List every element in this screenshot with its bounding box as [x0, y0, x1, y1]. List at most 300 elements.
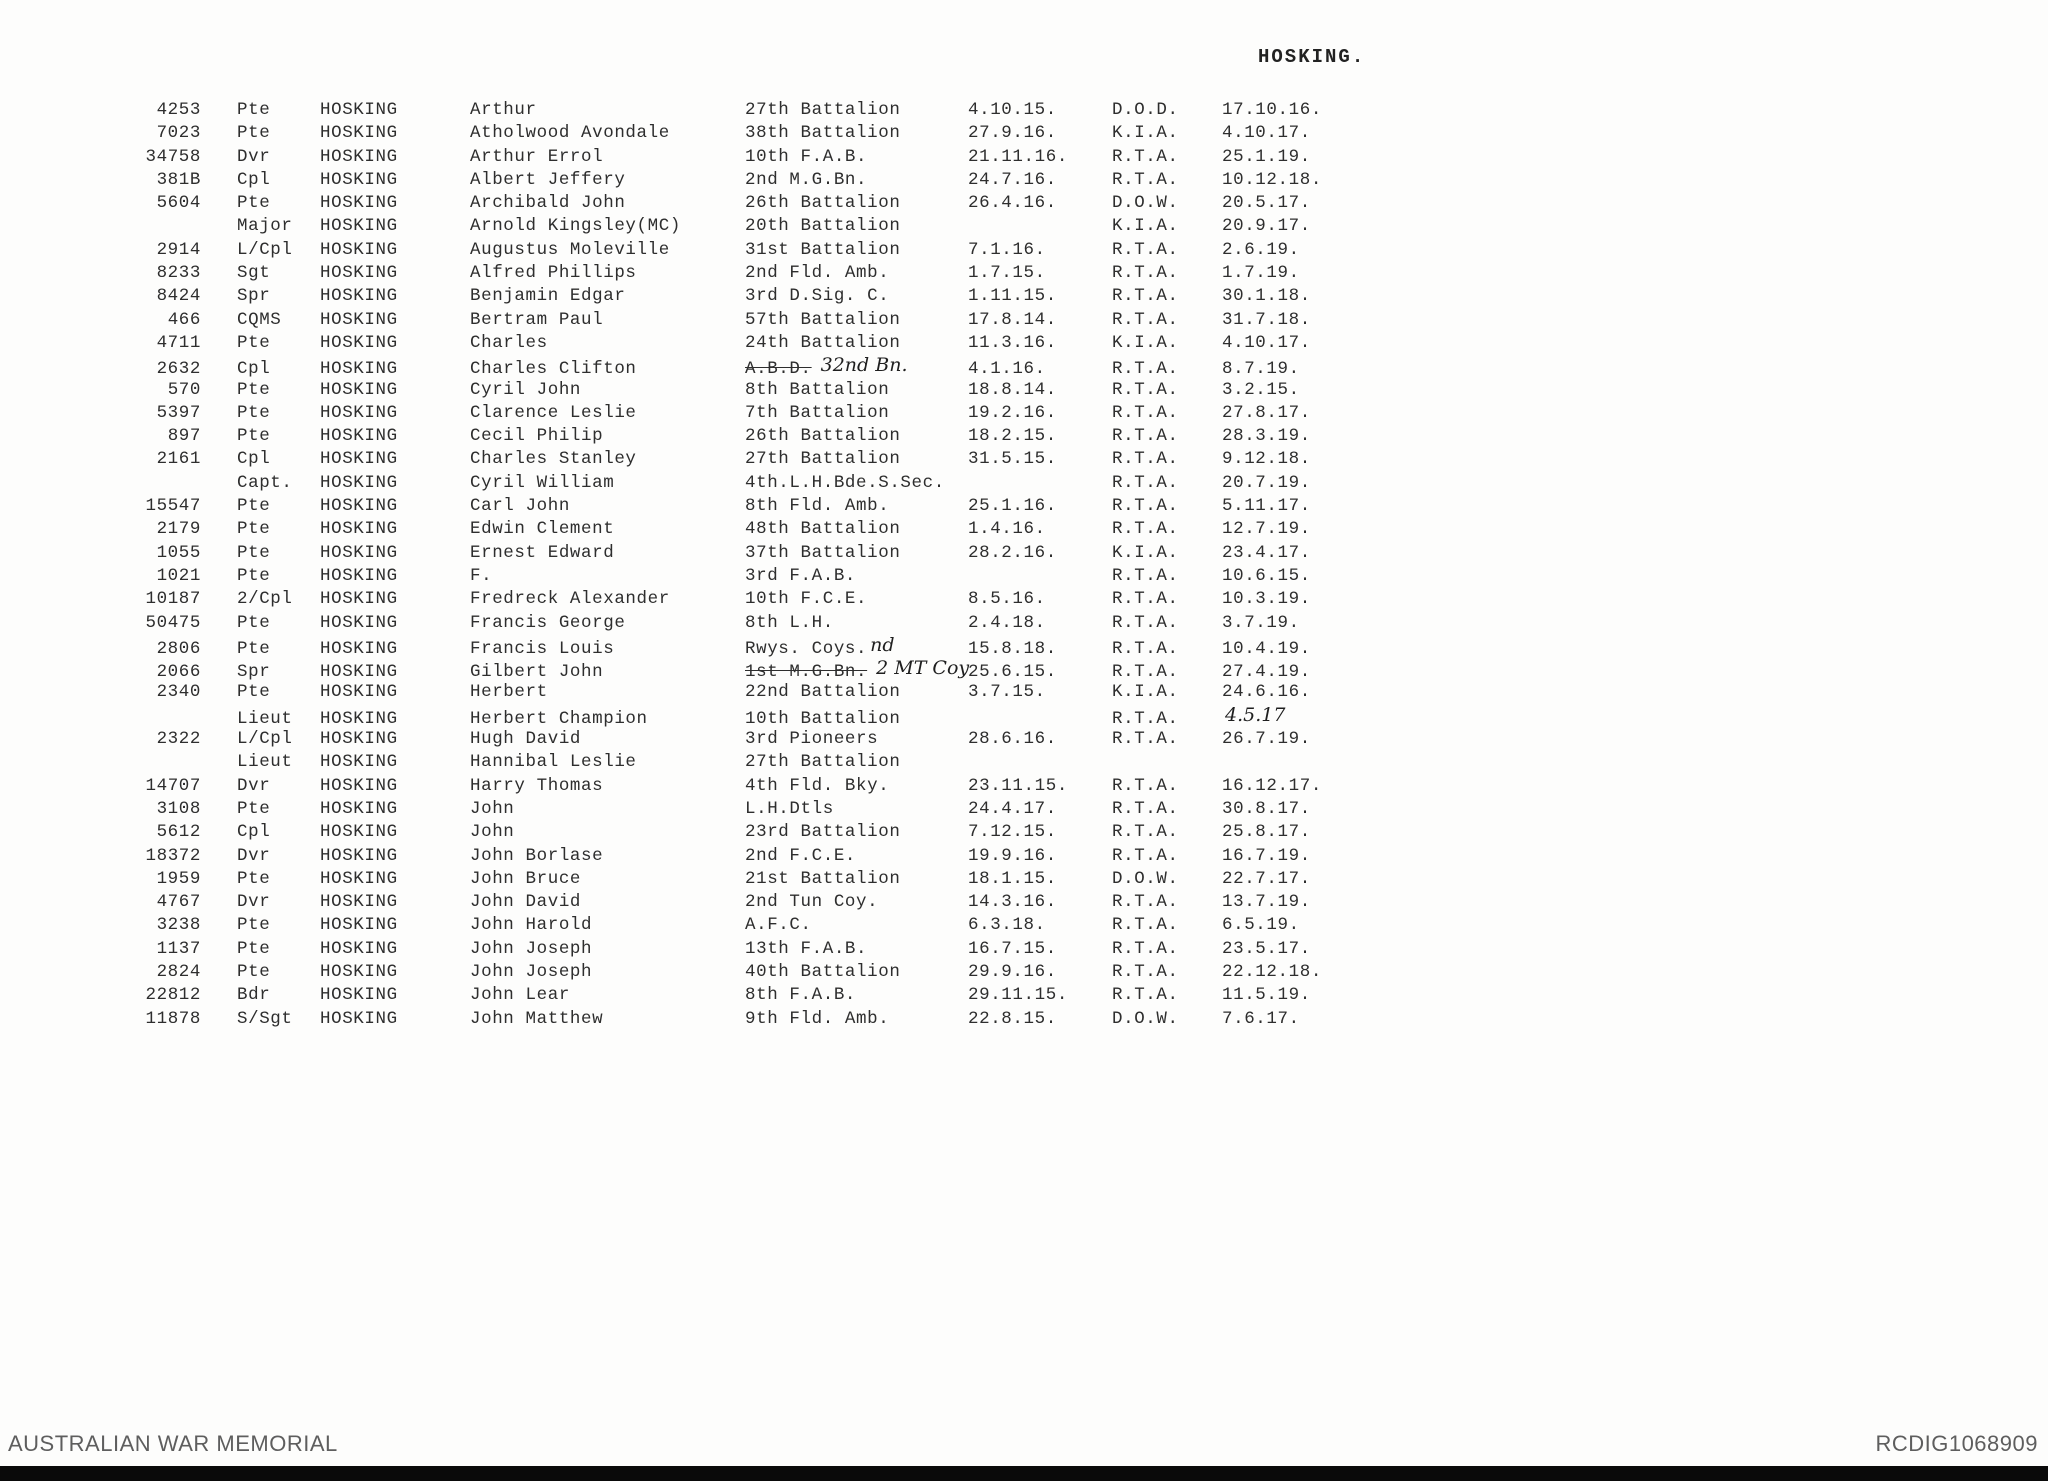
cell-given-names: Archibald John: [470, 193, 626, 214]
cell-surname: HOSKING: [320, 286, 398, 307]
cell-unit: L.H.Dtls: [745, 798, 834, 819]
cell-outcome: R.T.A.: [1112, 309, 1179, 330]
cell-service-number: 11878: [145, 1008, 201, 1029]
cell-rank: Pte: [237, 426, 271, 447]
cell-outcome-date: 25.8.17.: [1222, 822, 1311, 843]
cell-surname: HOSKING: [320, 752, 398, 773]
cell-rank: Capt.: [237, 472, 293, 493]
cell-surname: HOSKING: [320, 798, 398, 819]
cell-outcome: R.T.A.: [1112, 589, 1179, 610]
cell-unit: 8th Fld. Amb.: [745, 496, 890, 517]
cell-embark-date: 25.6.15.: [968, 662, 1057, 683]
table-row: [55, 240, 1565, 263]
cell-given-names: Edwin Clement: [470, 519, 615, 540]
cell-given-names: Gilbert John: [470, 662, 604, 683]
cell-surname: HOSKING: [320, 263, 398, 284]
cell-outcome: R.T.A.: [1112, 286, 1179, 307]
cell-given-names: Ernest Edward: [470, 542, 615, 563]
cell-given-names: John: [470, 822, 515, 843]
cell-outcome: R.T.A.: [1112, 638, 1179, 659]
table-row: [55, 310, 1565, 333]
cell-outcome: R.T.A.: [1112, 379, 1179, 400]
cell-outcome: R.T.A.: [1112, 426, 1179, 447]
cell-embark-date: 18.1.15.: [968, 868, 1057, 889]
cell-service-number: 3108: [156, 798, 201, 819]
cell-service-number: 1959: [156, 868, 201, 889]
cell-unit: 2nd F.C.E.: [745, 845, 857, 866]
cell-rank: Pte: [237, 612, 271, 633]
cell-surname: HOSKING: [320, 359, 398, 380]
cell-unit: 1st M.G.Bn. 2 MT Coy: [745, 657, 970, 683]
cell-given-names: John Joseph: [470, 938, 593, 959]
cell-outcome-date: 3.7.19.: [1222, 612, 1300, 633]
cell-unit: 26th Battalion: [745, 193, 901, 214]
cell-service-number: 1055: [156, 542, 201, 563]
cell-embark-date: 8.5.16.: [968, 589, 1046, 610]
cell-surname: HOSKING: [320, 519, 398, 540]
footer-record-id: RCDIG1068909: [1875, 1431, 2038, 1456]
cell-outcome: K.I.A.: [1112, 542, 1179, 563]
table-row: [55, 776, 1565, 799]
cell-surname: HOSKING: [320, 309, 398, 330]
cell-rank: Cpl: [237, 822, 271, 843]
cell-outcome-date: 25.1.19.: [1222, 146, 1311, 167]
cell-outcome: R.T.A.: [1112, 565, 1179, 586]
cell-given-names: Arthur: [470, 100, 537, 120]
cell-unit: Rwys. Coys. nd: [745, 633, 895, 659]
cell-outcome-date: 27.4.19.: [1222, 662, 1311, 683]
cell-embark-date: 3.7.15.: [968, 682, 1046, 703]
cell-outcome-date: 23.5.17.: [1222, 938, 1311, 959]
cell-outcome-date: 12.7.19.: [1222, 519, 1311, 540]
cell-outcome-date: 10.6.15.: [1222, 565, 1311, 586]
cell-outcome: K.I.A.: [1112, 332, 1179, 353]
cell-rank: Dvr: [237, 775, 271, 796]
table-row: [55, 892, 1565, 915]
cell-outcome-date: 7.6.17.: [1222, 1008, 1300, 1029]
cell-unit: 37th Battalion: [745, 542, 901, 563]
cell-given-names: Benjamin Edgar: [470, 286, 626, 307]
cell-unit: 3rd D.Sig. C.: [745, 286, 890, 307]
cell-outcome: K.I.A.: [1112, 216, 1179, 237]
cell-rank: Pte: [237, 123, 271, 144]
cell-outcome: R.T.A.: [1112, 449, 1179, 470]
cell-surname: HOSKING: [320, 332, 398, 353]
cell-surname: HOSKING: [320, 845, 398, 866]
cell-outcome-date: 6.5.19.: [1222, 915, 1300, 936]
cell-outcome: R.T.A.: [1112, 822, 1179, 843]
cell-unit: 26th Battalion: [745, 426, 901, 447]
cell-given-names: John Harold: [470, 915, 593, 936]
cell-given-names: Bertram Paul: [470, 309, 604, 330]
cell-unit: 57th Battalion: [745, 309, 901, 330]
cell-outcome: R.T.A.: [1112, 961, 1179, 982]
cell-surname: HOSKING: [320, 682, 398, 703]
cell-given-names: Cyril William: [470, 472, 615, 493]
cell-surname: HOSKING: [320, 892, 398, 913]
cell-outcome: R.T.A.: [1112, 496, 1179, 517]
cell-given-names: Charles Clifton: [470, 359, 637, 380]
cell-outcome: R.T.A.: [1112, 472, 1179, 493]
cell-outcome-date: 27.8.17.: [1222, 402, 1311, 423]
cell-service-number: 18372: [145, 845, 201, 866]
table-row: [55, 682, 1565, 705]
cell-service-number: 2066: [156, 662, 201, 683]
cell-given-names: Cecil Philip: [470, 426, 604, 447]
cell-rank: Spr: [237, 286, 271, 307]
cell-service-number: 5397: [156, 402, 201, 423]
footer-institution: AUSTRALIAN WAR MEMORIAL: [8, 1431, 338, 1456]
cell-rank: Pte: [237, 798, 271, 819]
cell-service-number: 5612: [156, 822, 201, 843]
cell-given-names: Alfred Phillips: [470, 263, 637, 284]
cell-rank: L/Cpl: [237, 239, 293, 260]
cell-service-number: 22812: [145, 985, 201, 1006]
cell-outcome: D.O.W.: [1112, 868, 1179, 889]
table-row: [55, 380, 1565, 403]
cell-service-number: 4767: [156, 892, 201, 913]
cell-embark-date: 25.1.16.: [968, 496, 1057, 517]
cell-unit: 27th Battalion: [745, 752, 901, 773]
cell-unit: 10th F.C.E.: [745, 589, 868, 610]
table-row: [55, 449, 1565, 472]
cell-unit: 4th Fld. Bky.: [745, 775, 890, 796]
cell-outcome-date: 4.10.17.: [1222, 123, 1311, 144]
cell-rank: Pte: [237, 638, 271, 659]
table-row: [55, 729, 1565, 752]
cell-unit: 20th Battalion: [745, 216, 901, 237]
table-row: [55, 869, 1565, 892]
cell-rank: Pte: [237, 915, 271, 936]
cell-unit: 40th Battalion: [745, 961, 901, 982]
cell-surname: HOSKING: [320, 496, 398, 517]
cell-given-names: Francis George: [470, 612, 626, 633]
table-row: [55, 566, 1565, 589]
cell-surname: HOSKING: [320, 100, 398, 120]
cell-rank: Pte: [237, 868, 271, 889]
table-row: [55, 496, 1565, 519]
cell-embark-date: 7.1.16.: [968, 239, 1046, 260]
cell-outcome: R.T.A.: [1112, 729, 1179, 750]
cell-rank: Bdr: [237, 985, 271, 1006]
cell-embark-date: 18.2.15.: [968, 426, 1057, 447]
cell-rank: Cpl: [237, 169, 271, 190]
cell-unit: 24th Battalion: [745, 332, 901, 353]
table-row: [55, 263, 1565, 286]
cell-unit: 10th Battalion: [745, 708, 901, 729]
cell-outcome-date: 11.5.19.: [1222, 985, 1311, 1006]
cell-outcome: R.T.A.: [1112, 985, 1179, 1006]
cell-surname: HOSKING: [320, 612, 398, 633]
cell-given-names: Herbert: [470, 682, 548, 703]
cell-surname: HOSKING: [320, 146, 398, 167]
cell-outcome: R.T.A.: [1112, 892, 1179, 913]
cell-embark-date: 1.11.15.: [968, 286, 1057, 307]
cell-surname: HOSKING: [320, 379, 398, 400]
cell-service-number: 2161: [156, 449, 201, 470]
cell-embark-date: 19.2.16.: [968, 402, 1057, 423]
cell-embark-date: 24.4.17.: [968, 798, 1057, 819]
cell-outcome-date: 26.7.19.: [1222, 729, 1311, 750]
table-row: [55, 822, 1565, 845]
table-row: [55, 846, 1565, 869]
cell-surname: HOSKING: [320, 662, 398, 683]
cell-outcome-date: 17.10.16.: [1222, 100, 1322, 120]
cell-given-names: Charles Stanley: [470, 449, 637, 470]
cell-service-number: 2806: [156, 638, 201, 659]
cell-unit: 8th F.A.B.: [745, 985, 857, 1006]
cell-surname: HOSKING: [320, 402, 398, 423]
cell-rank: Dvr: [237, 146, 271, 167]
cell-embark-date: 22.8.15.: [968, 1008, 1057, 1029]
cell-embark-date: 6.3.18.: [968, 915, 1046, 936]
cell-outcome-date: 9.12.18.: [1222, 449, 1311, 470]
cell-embark-date: 2.4.18.: [968, 612, 1046, 633]
cell-given-names: Fredreck Alexander: [470, 589, 670, 610]
cell-outcome-date: 22.12.18.: [1222, 961, 1322, 982]
cell-rank: L/Cpl: [237, 729, 293, 750]
cell-surname: HOSKING: [320, 123, 398, 144]
cell-rank: Pte: [237, 565, 271, 586]
page-title: HOSKING.: [1258, 46, 1366, 68]
cell-given-names: Hugh David: [470, 729, 582, 750]
cell-unit: 8th L.H.: [745, 612, 834, 633]
cell-service-number: 4253: [156, 100, 201, 120]
cell-outcome: K.I.A.: [1112, 123, 1179, 144]
cell-outcome: R.T.A.: [1112, 662, 1179, 683]
cell-rank: Pte: [237, 496, 271, 517]
cell-embark-date: 15.8.18.: [968, 638, 1057, 659]
cell-surname: HOSKING: [320, 868, 398, 889]
cell-rank: Sgt: [237, 263, 271, 284]
cell-service-number: 2322: [156, 729, 201, 750]
cell-surname: HOSKING: [320, 915, 398, 936]
table-row: [55, 589, 1565, 612]
cell-surname: HOSKING: [320, 961, 398, 982]
cell-given-names: John Lear: [470, 985, 570, 1006]
cell-unit: 2nd M.G.Bn.: [745, 169, 868, 190]
cell-unit: 13th F.A.B.: [745, 938, 868, 959]
cell-given-names: Clarence Leslie: [470, 402, 637, 423]
cell-unit: 10th F.A.B.: [745, 146, 868, 167]
cell-outcome: D.O.W.: [1112, 193, 1179, 214]
cell-embark-date: 19.9.16.: [968, 845, 1057, 866]
cell-unit: A.B.D. 32nd Bn.: [745, 354, 908, 380]
cell-rank: Lieut: [237, 752, 293, 773]
table-row: [55, 519, 1565, 542]
cell-rank: S/Sgt: [237, 1008, 293, 1029]
cell-outcome-date: 24.6.16.: [1222, 682, 1311, 703]
table-row: [55, 633, 1565, 659]
cell-embark-date: 31.5.15.: [968, 449, 1057, 470]
cell-embark-date: 4.1.16.: [968, 359, 1046, 380]
cell-outcome-date: 2.6.19.: [1222, 239, 1300, 260]
cell-outcome: R.T.A.: [1112, 402, 1179, 423]
cell-rank: Pte: [237, 402, 271, 423]
table-row: [55, 170, 1565, 193]
cell-rank: Cpl: [237, 359, 271, 380]
cell-rank: Pte: [237, 332, 271, 353]
cell-given-names: John Bruce: [470, 868, 582, 889]
cell-embark-date: 28.2.16.: [968, 542, 1057, 563]
cell-given-names: Arthur Errol: [470, 146, 604, 167]
cell-outcome: R.T.A.: [1112, 938, 1179, 959]
cell-unit: 21st Battalion: [745, 868, 901, 889]
cell-outcome-date: 16.12.17.: [1222, 775, 1322, 796]
cell-unit: 8th Battalion: [745, 379, 890, 400]
cell-embark-date: 27.9.16.: [968, 123, 1057, 144]
cell-embark-date: 4.10.15.: [968, 100, 1057, 120]
cell-service-number: 4711: [156, 332, 201, 353]
table-row: [55, 216, 1565, 239]
cell-embark-date: 29.9.16.: [968, 961, 1057, 982]
cell-service-number: 1137: [156, 938, 201, 959]
cell-rank: Pte: [237, 100, 271, 120]
table-row: [55, 193, 1565, 216]
table-row: [55, 123, 1565, 146]
table-row: [55, 915, 1565, 938]
cell-unit: 7th Battalion: [745, 402, 890, 423]
cell-surname: HOSKING: [320, 239, 398, 260]
cell-given-names: Harry Thomas: [470, 775, 604, 796]
cell-rank: Dvr: [237, 845, 271, 866]
cell-surname: HOSKING: [320, 449, 398, 470]
table-row: [55, 100, 1565, 123]
table-row: [55, 939, 1565, 962]
cell-outcome: R.T.A.: [1112, 239, 1179, 260]
cell-given-names: Albert Jeffery: [470, 169, 626, 190]
cell-unit: 3rd Pioneers: [745, 729, 879, 750]
cell-outcome: R.T.A.: [1112, 169, 1179, 190]
cell-given-names: Carl John: [470, 496, 570, 517]
cell-service-number: 897: [167, 426, 201, 447]
cell-service-number: 2340: [156, 682, 201, 703]
cell-given-names: Augustus Moleville: [470, 239, 670, 260]
table-row: [55, 799, 1565, 822]
cell-rank: CQMS: [237, 309, 282, 330]
cell-embark-date: 21.11.16.: [968, 146, 1068, 167]
cell-given-names: Herbert Champion: [470, 708, 648, 729]
cell-given-names: F.: [470, 565, 493, 586]
cell-surname: HOSKING: [320, 169, 398, 190]
cell-service-number: 570: [167, 379, 201, 400]
cell-outcome: R.T.A.: [1112, 775, 1179, 796]
cell-embark-date: 14.3.16.: [968, 892, 1057, 913]
cell-surname: HOSKING: [320, 708, 398, 729]
table-row: [55, 659, 1565, 682]
cell-service-number: 50475: [145, 612, 201, 633]
cell-outcome: R.T.A.: [1112, 708, 1179, 729]
cell-service-number: 34758: [145, 146, 201, 167]
cell-service-number: 14707: [145, 775, 201, 796]
cell-rank: Pte: [237, 938, 271, 959]
cell-outcome: R.T.A.: [1112, 915, 1179, 936]
cell-surname: HOSKING: [320, 1008, 398, 1029]
cell-embark-date: 1.4.16.: [968, 519, 1046, 540]
cell-unit: 27th Battalion: [745, 100, 901, 120]
table-row: [55, 286, 1565, 309]
cell-service-number: 2914: [156, 239, 201, 260]
cell-given-names: Atholwood Avondale: [470, 123, 670, 144]
cell-surname: HOSKING: [320, 638, 398, 659]
cell-outcome-date: 8.7.19.: [1222, 359, 1300, 380]
cell-outcome-date: 1.7.19.: [1222, 263, 1300, 284]
table-row: [55, 752, 1565, 775]
cell-outcome-date: 3.2.15.: [1222, 379, 1300, 400]
cell-unit: 31st Battalion: [745, 239, 901, 260]
cell-rank: Lieut: [237, 708, 293, 729]
cell-outcome-date: 23.4.17.: [1222, 542, 1311, 563]
cell-outcome-date: 10.12.18.: [1222, 169, 1322, 190]
cell-outcome-date: 30.8.17.: [1222, 798, 1311, 819]
cell-embark-date: 23.11.15.: [968, 775, 1068, 796]
cell-service-number: 7023: [156, 123, 201, 144]
cell-surname: HOSKING: [320, 216, 398, 237]
table-row: [55, 403, 1565, 426]
cell-service-number: 8233: [156, 263, 201, 284]
cell-given-names: Hannibal Leslie: [470, 752, 637, 773]
cell-embark-date: 18.8.14.: [968, 379, 1057, 400]
cell-given-names: John Matthew: [470, 1008, 604, 1029]
cell-rank: Pte: [237, 682, 271, 703]
cell-service-number: 466: [167, 309, 201, 330]
cell-outcome: D.O.W.: [1112, 1008, 1179, 1029]
table-row: [55, 1009, 1565, 1032]
cell-service-number: 8424: [156, 286, 201, 307]
cell-unit: 2nd Fld. Amb.: [745, 263, 890, 284]
cell-rank: Pte: [237, 961, 271, 982]
cell-rank: Cpl: [237, 449, 271, 470]
table-row: [55, 473, 1565, 496]
cell-embark-date: 16.7.15.: [968, 938, 1057, 959]
cell-unit: 48th Battalion: [745, 519, 901, 540]
cell-service-number: 3238: [156, 915, 201, 936]
cell-embark-date: 17.8.14.: [968, 309, 1057, 330]
cell-outcome-date: 10.4.19.: [1222, 638, 1311, 659]
cell-surname: HOSKING: [320, 193, 398, 214]
cell-service-number: 1021: [156, 565, 201, 586]
cell-unit: 9th Fld. Amb.: [745, 1008, 890, 1029]
nominal-roll-table: [55, 100, 1565, 1032]
cell-outcome-date: 10.3.19.: [1222, 589, 1311, 610]
cell-rank: 2/Cpl: [237, 589, 293, 610]
cell-outcome: R.T.A.: [1112, 146, 1179, 167]
cell-surname: HOSKING: [320, 938, 398, 959]
cell-outcome: R.T.A.: [1112, 519, 1179, 540]
cell-service-number: 2824: [156, 961, 201, 982]
cell-embark-date: 1.7.15.: [968, 263, 1046, 284]
cell-service-number: 381B: [156, 169, 201, 190]
cell-service-number: 2179: [156, 519, 201, 540]
cell-rank: Pte: [237, 542, 271, 563]
cell-rank: Pte: [237, 379, 271, 400]
cell-unit: 22nd Battalion: [745, 682, 901, 703]
table-row: [55, 613, 1565, 636]
cell-unit: A.F.C.: [745, 915, 812, 936]
cell-embark-date: 11.3.16.: [968, 332, 1057, 353]
cell-embark-date: 28.6.16.: [968, 729, 1057, 750]
bottom-black-bar: [0, 1466, 2048, 1481]
cell-outcome-date: 16.7.19.: [1222, 845, 1311, 866]
cell-rank: Pte: [237, 193, 271, 214]
cell-surname: HOSKING: [320, 589, 398, 610]
table-row: [55, 147, 1565, 170]
table-row: [55, 985, 1565, 1008]
cell-surname: HOSKING: [320, 775, 398, 796]
cell-outcome-date: 4.10.17.: [1222, 332, 1311, 353]
cell-outcome-date: 20.9.17.: [1222, 216, 1311, 237]
cell-unit: 2nd Tun Coy.: [745, 892, 879, 913]
